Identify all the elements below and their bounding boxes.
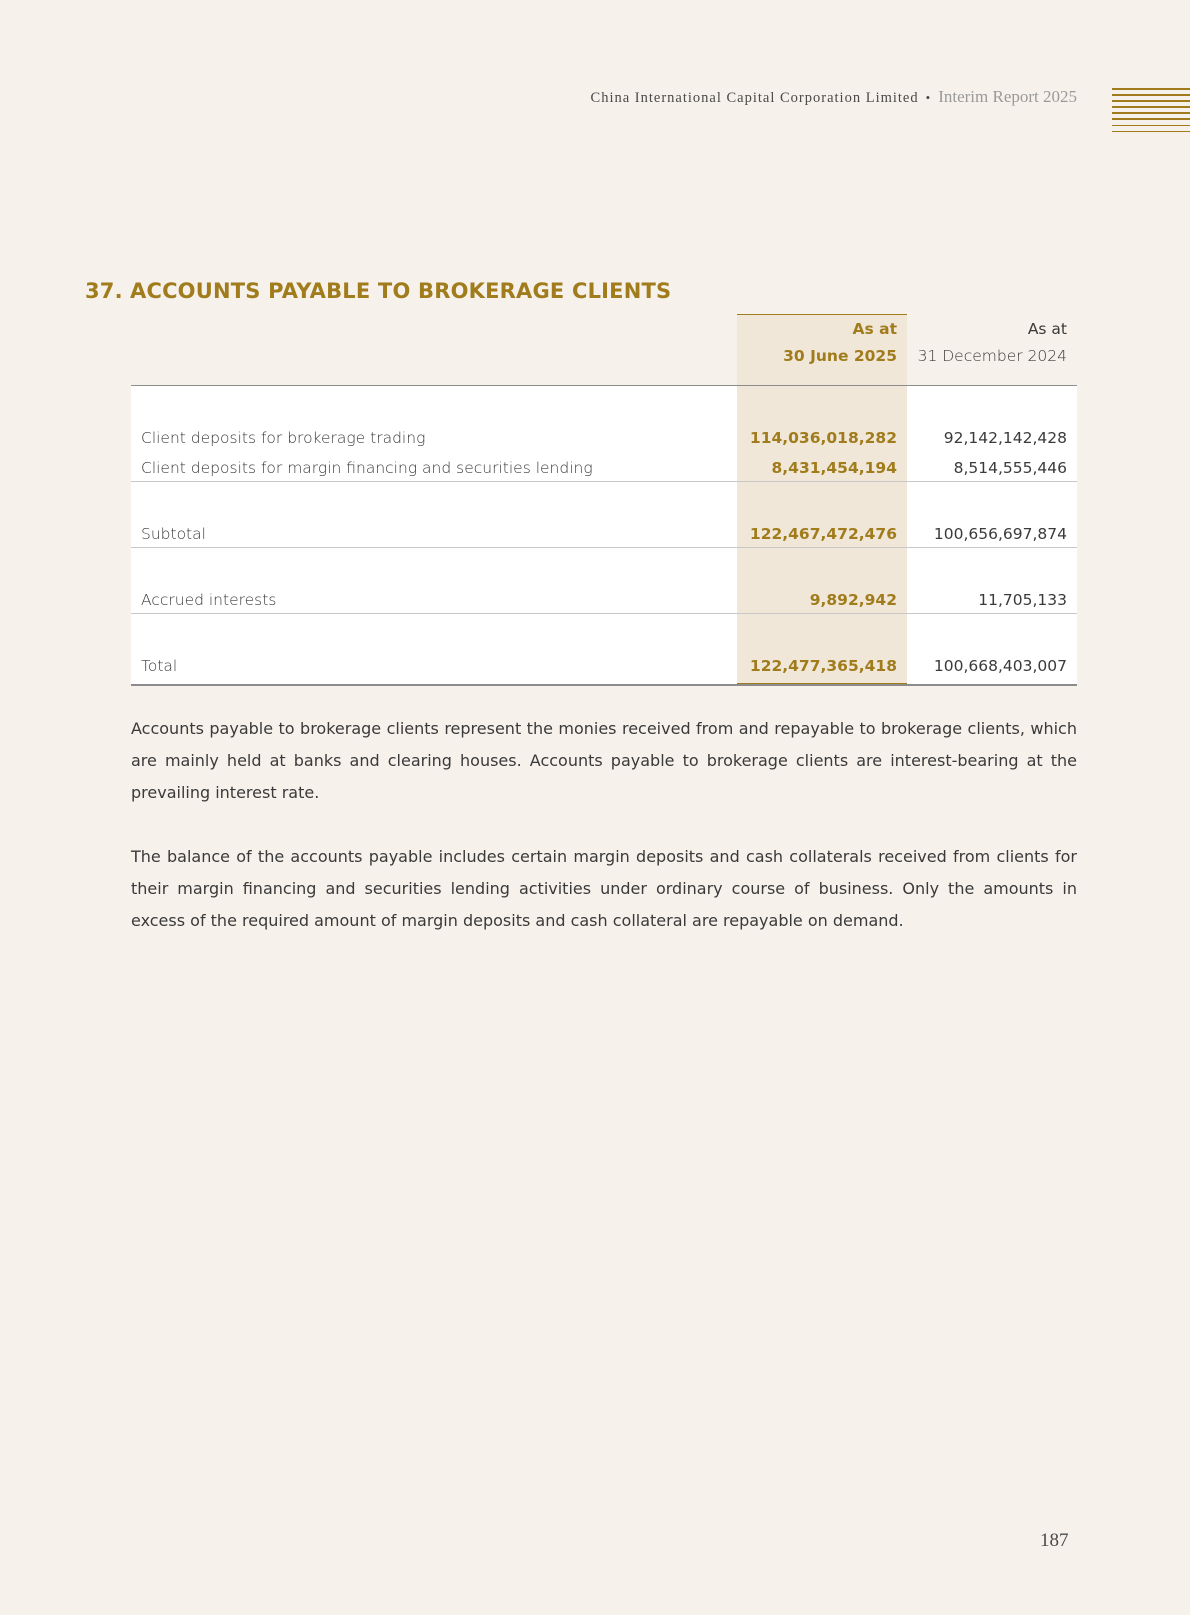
row-current-value: 9,892,942 bbox=[809, 591, 897, 609]
company-name: China International Capital Corporation Limited bbox=[590, 90, 919, 106]
page-number: 187 bbox=[1040, 1530, 1069, 1551]
decorative-stripes-icon bbox=[1112, 88, 1190, 137]
row-label: Subtotal bbox=[141, 525, 206, 543]
row-divider bbox=[131, 481, 1077, 482]
col-prior-line2: 31 December 2024 bbox=[917, 347, 1067, 365]
col-current-line2: 30 June 2025 bbox=[783, 347, 897, 365]
section-heading bbox=[85, 279, 671, 303]
table-bottom-border bbox=[131, 684, 1077, 686]
paragraph-1: Accounts payable to brokerage clients represent the monies received from and repayable to brokerage clients, which are mainly held at banks and clearing houses. Accounts payable to brokerage clients are interest-bearing at the prevailing interest rate. bbox=[131, 719, 1077, 802]
row-label: Client deposits for margin financing and securities lending bbox=[141, 459, 593, 477]
row-current-value: 8,431,454,194 bbox=[771, 459, 897, 477]
row-current-value: 114,036,018,282 bbox=[749, 429, 897, 447]
row-divider bbox=[131, 613, 1077, 614]
row-current-value: 122,467,472,476 bbox=[749, 525, 897, 543]
row-prior-value: 11,705,133 bbox=[978, 591, 1067, 609]
running-header bbox=[591, 87, 1077, 107]
section-title: ACCOUNTS PAYABLE TO BROKERAGE CLIENTS bbox=[130, 279, 672, 303]
section-number: 37. bbox=[85, 279, 123, 303]
col-current-line1: As at bbox=[852, 320, 897, 338]
row-current-value: 122,477,365,418 bbox=[749, 657, 897, 675]
paragraph-2: The balance of the accounts payable includes certain margin deposits and cash collaterals received from clients for their margin financing and securities lending activities under ordinary course of business. Only the amounts in excess of the required amount of margin deposits and cash collateral are repayable on demand. bbox=[131, 847, 1077, 930]
row-prior-value: 100,656,697,874 bbox=[933, 525, 1067, 543]
report-name: Interim Report 2025 bbox=[938, 87, 1077, 106]
col-prior-line1: As at bbox=[1027, 320, 1067, 338]
row-prior-value: 92,142,142,428 bbox=[943, 429, 1067, 447]
row-label: Client deposits for brokerage trading bbox=[141, 429, 426, 447]
current-period-highlight bbox=[737, 314, 907, 685]
bullet-separator: • bbox=[925, 90, 932, 105]
row-label: Accrued interests bbox=[141, 591, 277, 609]
header-divider bbox=[131, 385, 1077, 386]
row-label: Total bbox=[141, 657, 178, 675]
row-prior-value: 100,668,403,007 bbox=[933, 657, 1067, 675]
row-divider bbox=[131, 547, 1077, 548]
row-prior-value: 8,514,555,446 bbox=[953, 459, 1067, 477]
